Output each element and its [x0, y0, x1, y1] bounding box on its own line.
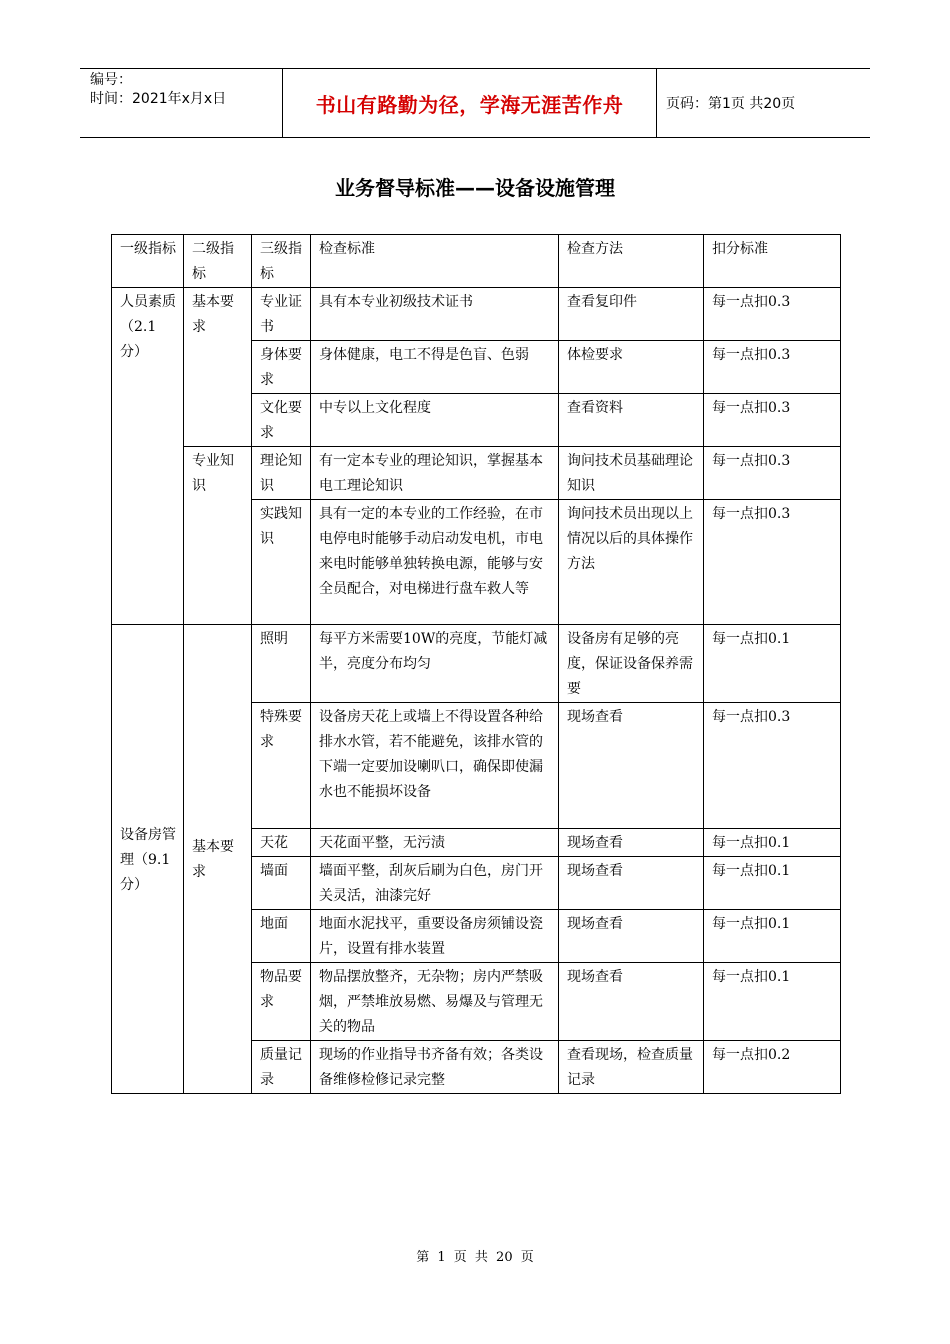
- level1-cell: 人员素质（2.1分）: [112, 288, 184, 625]
- deduction-cell: 每一点扣0.3: [704, 500, 841, 625]
- level2-cell: 基本要求: [184, 288, 252, 447]
- standard-cell: 中专以上文化程度: [311, 394, 559, 447]
- column-header: 检查标准: [311, 235, 559, 288]
- deduction-cell: 每一点扣0.1: [704, 910, 841, 963]
- deduction-cell: 每一点扣0.3: [704, 288, 841, 341]
- level3-cell: 实践知识: [252, 500, 311, 625]
- level3-cell: 墙面: [252, 857, 311, 910]
- method-cell: 体检要求: [559, 341, 704, 394]
- level3-cell: 地面: [252, 910, 311, 963]
- standard-cell: 物品摆放整齐，无杂物；房内严禁吸烟，严禁堆放易燃、易爆及与管理无关的物品: [311, 963, 559, 1041]
- deduction-cell: 每一点扣0.3: [704, 341, 841, 394]
- method-cell: 查看复印件: [559, 288, 704, 341]
- level3-cell: 身体要求: [252, 341, 311, 394]
- header-motto-cell: [282, 69, 657, 137]
- table-row: [112, 288, 841, 341]
- deduction-cell: 每一点扣0.2: [704, 1041, 841, 1094]
- table-row: [112, 625, 841, 703]
- level2-cell: 专业知识: [184, 447, 252, 625]
- standard-cell: 地面水泥找平，重要设备房须铺设瓷片，设置有排水装置: [311, 910, 559, 963]
- deduction-cell: 每一点扣0.3: [704, 703, 841, 829]
- deduction-cell: 每一点扣0.3: [704, 447, 841, 500]
- deduction-cell: 每一点扣0.1: [704, 857, 841, 910]
- column-header: 扣分标准: [704, 235, 841, 288]
- level3-cell: 文化要求: [252, 394, 311, 447]
- deduction-cell: 每一点扣0.1: [704, 963, 841, 1041]
- method-cell: 现场查看: [559, 857, 704, 910]
- column-header: 检查方法: [559, 235, 704, 288]
- header-meta: [90, 71, 226, 109]
- standard-cell: 墙面平整，刮灰后刷为白色，房门开关灵活，油漆完好: [311, 857, 559, 910]
- table-row: [112, 447, 841, 500]
- column-header: 三级指标: [252, 235, 311, 288]
- motto-text: 书山有路勤为径，学海无涯苦作舟: [315, 92, 624, 117]
- method-cell: 现场查看: [559, 703, 704, 829]
- deduction-cell: 每一点扣0.3: [704, 394, 841, 447]
- page-header: [80, 68, 870, 138]
- method-cell: 询问技术员基础理论知识: [559, 447, 704, 500]
- level1-cell: 设备房管理（9.1分）: [112, 625, 184, 1094]
- method-cell: 询问技术员出现以上情况以后的具体操作方法: [559, 500, 704, 625]
- level3-cell: 理论知识: [252, 447, 311, 500]
- method-cell: 现场查看: [559, 910, 704, 963]
- level3-cell: 天花: [252, 829, 311, 857]
- level3-cell: 特殊要求: [252, 703, 311, 829]
- standard-cell: 具有一定的本专业的工作经验，在市电停电时能够手动启动发电机，市电来电时能够单独转换电源，能够与安全员配合，对电梯进行盘车救人等: [311, 500, 559, 625]
- column-header: 二级指标: [184, 235, 252, 288]
- table-header-row: [112, 235, 841, 288]
- page-number-label: 页码：第1页 共20页: [666, 96, 796, 112]
- standard-cell: 每平方米需要10W的亮度，节能灯减半，亮度分布均匀: [311, 625, 559, 703]
- method-cell: 现场查看: [559, 829, 704, 857]
- standard-cell: 具有本专业初级技术证书: [311, 288, 559, 341]
- page-footer: 第 1 页 共 20 页: [416, 1250, 534, 1265]
- level3-cell: 专业证书: [252, 288, 311, 341]
- document-title: 业务督导标准——设备设施管理: [335, 176, 615, 200]
- standard-cell: 现场的作业指导书齐备有效；各类设备维修检修记录完整: [311, 1041, 559, 1094]
- document-time: 时间：2021年x月x日: [90, 91, 227, 107]
- standard-cell: 身体健康，电工不得是色盲、色弱: [311, 341, 559, 394]
- column-header: 一级指标: [112, 235, 184, 288]
- level2-cell: 基本要求: [184, 625, 252, 1094]
- level3-cell: 照明: [252, 625, 311, 703]
- standard-cell: 设备房天花上或墙上不得设置各种给排水水管，若不能避免，该排水管的下端一定要加设喇叭口，确保即使漏水也不能损坏设备: [311, 703, 559, 829]
- level3-cell: 物品要求: [252, 963, 311, 1041]
- standard-cell: 有一定本专业的理论知识，掌握基本电工理论知识: [311, 447, 559, 500]
- standards-table: [111, 234, 841, 1094]
- deduction-cell: 每一点扣0.1: [704, 829, 841, 857]
- method-cell: 查看现场，检查质量记录: [559, 1041, 704, 1094]
- standard-cell: 天花面平整，无污渍: [311, 829, 559, 857]
- method-cell: 查看资料: [559, 394, 704, 447]
- method-cell: 设备房有足够的亮度，保证设备保养需要: [559, 625, 704, 703]
- deduction-cell: 每一点扣0.1: [704, 625, 841, 703]
- level3-cell: 质量记录: [252, 1041, 311, 1094]
- method-cell: 现场查看: [559, 963, 704, 1041]
- document-number: 编号：: [90, 72, 132, 88]
